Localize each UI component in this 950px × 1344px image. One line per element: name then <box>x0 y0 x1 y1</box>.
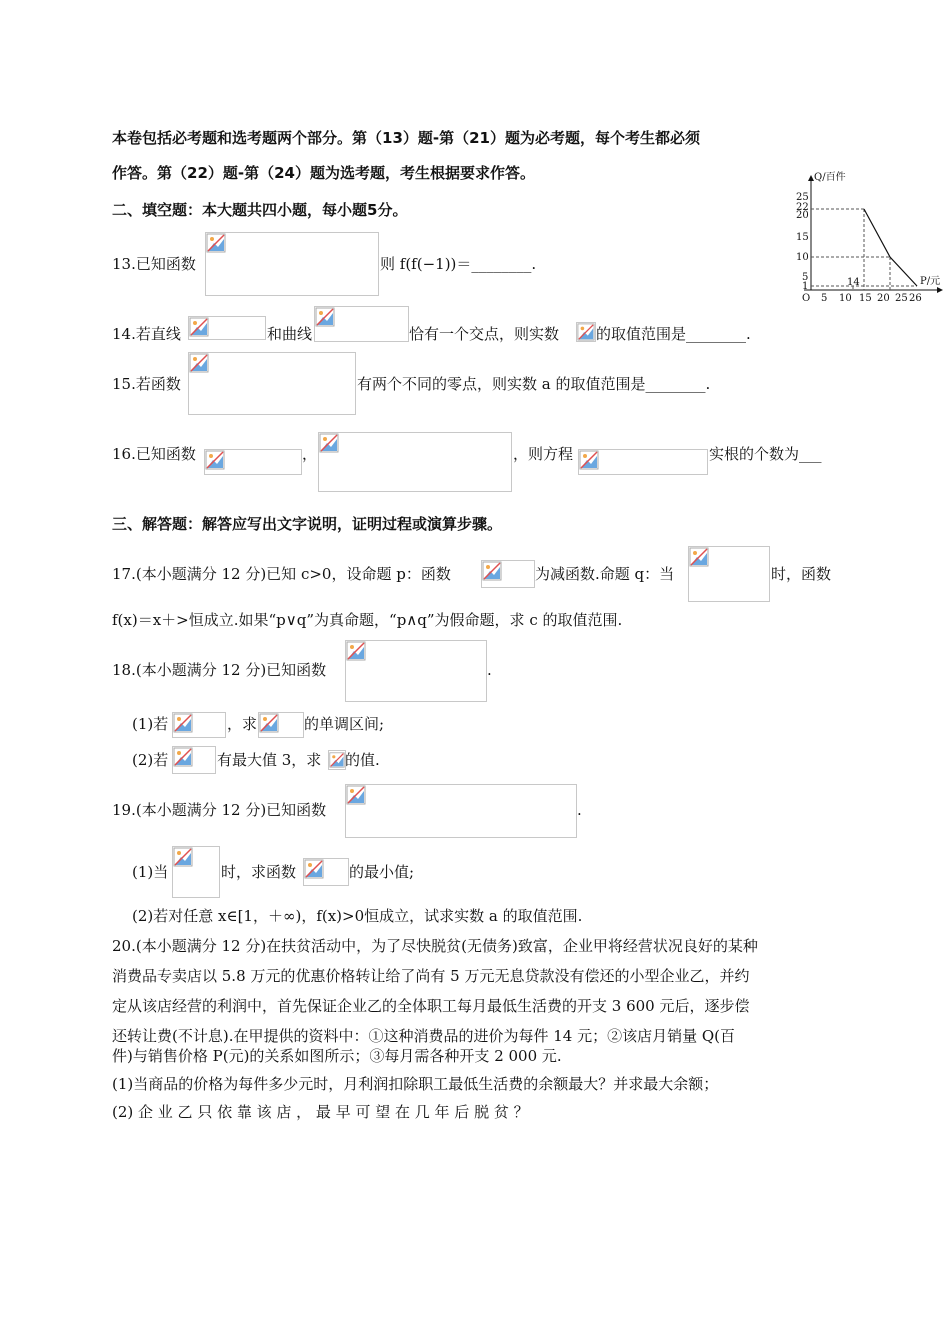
x-tick-5: 5 <box>821 293 828 304</box>
q20-line3: 定从该店经营的利润中，首先保证企业乙的全体职工每月最低生活费的开支 3 600 元后，逐步偿 <box>112 997 750 1015</box>
origin-label: O <box>802 293 811 304</box>
q18-p1c: 的单调区间; <box>304 715 385 733</box>
broken-image-icon <box>329 751 345 769</box>
q17-line2: f(x)＝x＋>恒成立.如果“p∨q”为真命题，“p∧q”为假命题，求 c 的取值范围. <box>112 611 623 629</box>
intro-line-2: 作答。第（22）题-第（24）题为选考题，考生根据要求作答。 <box>112 164 535 182</box>
q19-p1a: (1)当 <box>132 863 169 881</box>
broken-image-icon <box>205 450 225 470</box>
broken-image-icon <box>189 317 209 337</box>
broken-image-icon <box>259 713 279 733</box>
q16-equation-image <box>578 449 708 475</box>
broken-image-icon <box>482 561 502 581</box>
q19-line1: 19.(本小题满分 12 分)已知函数 <box>112 801 327 819</box>
broken-image-icon <box>319 433 339 453</box>
q17-line1b: 为减函数.命题 q：当 <box>535 565 675 583</box>
q20-line4: 还转让费(不计息).在甲提供的资料中：①这种消费品的进价为每件 14 元；②该店月销量 Q(百 <box>112 1027 736 1045</box>
point-label-14: 14 <box>847 277 860 288</box>
q18-p2a: (2)若 <box>132 751 169 769</box>
q13-formula-image <box>205 232 379 296</box>
q20-line7: (2) 企 业 乙 只 依 靠 该 店 ， 最 早 可 望 在 几 年 后 脱 贫 ？ <box>112 1103 529 1121</box>
q19-function-image <box>345 784 577 838</box>
q14-mid2: 恰有一个交点，则实数 <box>409 325 560 343</box>
q18-p1-func-image <box>258 712 304 738</box>
q14-curve-image <box>314 306 409 342</box>
q15-formula-image <box>188 352 356 415</box>
q15-prefix: 15.若函数 <box>112 375 181 393</box>
broken-image-icon <box>315 307 335 327</box>
y-axis-label: Q/百件 <box>814 172 846 183</box>
intro-line-1: 本卷包括必考题和选考题两个部分。第（13）题-第（21）题为必考题，每个考生都必须 <box>112 129 700 147</box>
y-tick-5: 5 <box>802 272 809 283</box>
y-tick-20: 20 <box>796 210 809 221</box>
x-tick-15: 15 <box>859 293 872 304</box>
q13-prefix: 13.已知函数 <box>112 255 196 273</box>
q16-f-image <box>204 449 302 475</box>
broken-image-icon <box>304 859 324 879</box>
q18-function-image <box>345 640 487 702</box>
x-axis-label: P/元 <box>920 276 941 287</box>
q18-p2-func-image <box>172 746 216 774</box>
x-tick-20: 20 <box>877 293 890 304</box>
q14-line-image <box>188 316 266 340</box>
broken-image-icon <box>689 547 709 567</box>
broken-image-icon <box>173 747 193 767</box>
q20-line5: 件)与销售价格 P(元)的关系如图所示；③每月需各种开支 2 000 元. <box>112 1047 562 1065</box>
broken-image-icon <box>173 713 193 733</box>
q14-suffix: 的取值范围是________. <box>596 325 751 343</box>
y-tick-25: 25 <box>796 192 809 203</box>
q20-price-sales-graph <box>780 168 945 308</box>
broken-image-icon <box>206 233 226 253</box>
q18-p2b: 有最大值 3，求 <box>217 751 322 769</box>
y-tick-1: 1 <box>802 281 809 292</box>
q19-p1b: 时，求函数 <box>221 863 297 881</box>
y-tick-15: 15 <box>796 232 809 243</box>
q18-p1b: ，求 <box>227 715 258 733</box>
q20-line1: 20.(本小题满分 12 分)在扶贫活动中，为了尽快脱贫(无债务)致富，企业甲将经营状况良好的某种 <box>112 937 758 955</box>
q14-mid1: 和曲线 <box>267 325 313 343</box>
broken-image-icon <box>346 641 366 661</box>
q18-line1: 18.(本小题满分 12 分)已知函数 <box>112 661 327 679</box>
q20-line2: 消费品专卖店以 5.8 万元的优惠价格转让给了尚有 5 万元无息贷款没有偿还的小型企业乙，并约 <box>112 967 750 985</box>
broken-image-icon <box>189 353 209 373</box>
broken-image-icon <box>579 450 599 470</box>
q17-line1c: 时，函数 <box>771 565 832 583</box>
q16-prefix: 16.已知函数 <box>112 445 196 463</box>
section3-heading: 三、解答题：解答应写出文字说明，证明过程或演算步骤。 <box>112 515 503 533</box>
y-tick-10: 10 <box>796 252 809 263</box>
section2-heading: 二、填空题：本大题共四小题，每小题5分。 <box>112 201 408 219</box>
q19-p1-cond-image <box>172 846 220 898</box>
q19-p2: (2)若对任意 x∈[1，＋∞)，f(x)>0恒成立，试求实数 a 的取值范围. <box>132 907 583 925</box>
q16-comma: ， <box>302 445 318 463</box>
q13-suffix: 则 f(f(−1))＝________. <box>380 255 537 273</box>
q14-prefix: 14.若直线 <box>112 325 181 343</box>
q18-p1-cond-image <box>172 712 226 738</box>
q14-var-image <box>576 322 596 342</box>
q17-line1a: 17.(本小题满分 12 分)已知 c>0，设命题 p：函数 <box>112 565 451 583</box>
q16-mid: ，则方程 <box>513 445 574 463</box>
y-tick-22: 22 <box>796 202 809 213</box>
q16-suffix: 实根的个数为___ <box>709 445 822 463</box>
q20-line6: (1)当商品的价格为每件多少元时，月利润扣除职工最低生活费的余额最大？并求最大余额； <box>112 1075 719 1093</box>
q19-dot: . <box>577 801 582 819</box>
q19-p1c: 的最小值; <box>349 863 415 881</box>
x-tick-10: 10 <box>839 293 852 304</box>
q17-function-image <box>481 560 535 588</box>
q18-dot: . <box>487 661 492 679</box>
x-tick-26: 26 <box>909 293 922 304</box>
q17-interval-image <box>688 546 770 602</box>
q18-p2c: 的值. <box>345 751 380 769</box>
q18-p2-var-image <box>328 750 346 770</box>
q18-p1a: (1)若 <box>132 715 169 733</box>
broken-image-icon <box>173 847 193 867</box>
broken-image-icon <box>346 785 366 805</box>
q19-p1-func-image <box>303 858 349 886</box>
x-tick-25: 25 <box>895 293 908 304</box>
q16-g-image <box>318 432 512 492</box>
q15-suffix: 有两个不同的零点，则实数 a 的取值范围是________. <box>357 375 711 393</box>
broken-image-icon <box>577 323 595 341</box>
